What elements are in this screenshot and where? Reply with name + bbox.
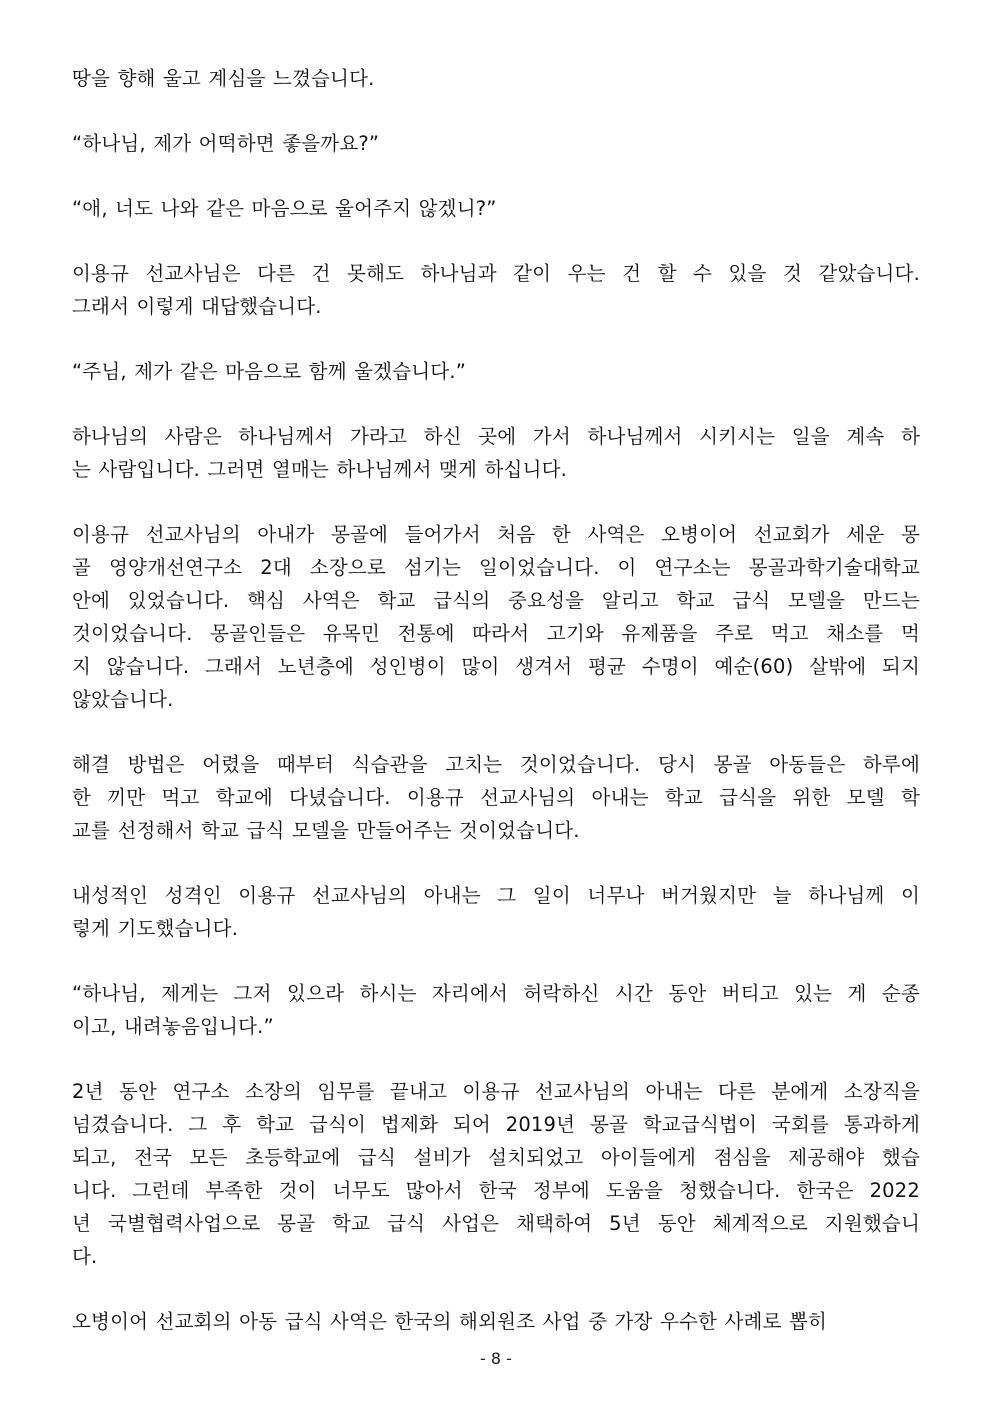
paragraph	[72, 879, 920, 945]
text-line: 니다. 그런데 부족한 것이 너무도 많아서 한국 정부에 도움을 청했습니다. 한국은 2022	[72, 1179, 920, 1202]
paragraph	[72, 192, 920, 225]
text-line: 는 사람입니다. 그러면 열매는 하나님께서 맺게 하십니다.	[72, 458, 568, 481]
text-line: “애, 너도 나와 같은 마음으로 울어주지 않겠니?”	[72, 197, 497, 220]
paragraph	[72, 62, 920, 95]
text-line: 것이었습니다. 몽골인들은 유목민 전통에 따라서 고기와 유제품을 주로 먹고 채소를 먹	[72, 622, 920, 645]
paragraph	[72, 1305, 920, 1338]
text-line: 넘겼습니다. 그 후 학교 급식이 법제화 되어 2019년 몽골 학교급식법이 국회를 통과하게	[72, 1113, 920, 1136]
text-line: 골 영양개선연구소 2대 소장으로 섬기는 일이었습니다. 이 연구소는 몽골과학기술대학교	[72, 556, 920, 579]
paragraph	[72, 355, 920, 388]
text-line: 오병이어 선교회의 아동 급식 사역은 한국의 해외원조 사업 중 가장 우수한 사례로 뽑히	[72, 1310, 828, 1333]
paragraph	[72, 257, 920, 323]
paragraph	[72, 420, 920, 486]
text-line: 렇게 기도했습니다.	[72, 917, 239, 940]
text-line: 그래서 이렇게 대답했습니다.	[72, 295, 322, 318]
text-line: 해결 방법은 어렸을 때부터 식습관을 고치는 것이었습니다. 당시 몽골 아동들은 하루에	[72, 753, 920, 776]
paragraph	[72, 127, 920, 160]
text-line: “주님, 제가 같은 마음으로 함께 울겠습니다.”	[72, 360, 467, 383]
text-line: 땅을 향해 울고 계심을 느꼈습니다.	[72, 67, 375, 90]
text-line: 이용규 선교사님의 아내가 몽골에 들어가서 처음 한 사역은 오병이어 선교회가 세운 몽	[72, 523, 920, 546]
text-line: 한 끼만 먹고 학교에 다녔습니다. 이용규 선교사님의 아내는 학교 급식을 위한 모델 학	[72, 786, 920, 809]
text-line: 다.	[72, 1245, 98, 1268]
text-line: 내성적인 성격인 이용규 선교사님의 아내는 그 일이 너무나 버거웠지만 늘 하나님께 이	[72, 884, 920, 907]
body-text	[72, 62, 920, 1370]
text-line: 지 않습니다. 그래서 노년층에 성인병이 많이 생겨서 평균 수명이 예순(60) 살밖에 되지	[72, 655, 920, 678]
paragraph	[72, 977, 920, 1043]
page-number: - 8 -	[480, 1349, 512, 1368]
text-line: “하나님, 제가 어떡하면 좋을까요?”	[72, 132, 380, 155]
paragraph	[72, 748, 920, 847]
text-line: 않았습니다.	[72, 688, 174, 711]
text-line: 년 국별협력사업으로 몽골 학교 급식 사업은 채택하여 5년 동안 체계적으로 지원했습니	[72, 1212, 920, 1235]
text-line: 되고, 전국 모든 초등학교에 급식 설비가 설치되었고 아이들에게 점심을 제공해야 했습	[72, 1146, 920, 1169]
text-line: 하나님의 사람은 하나님께서 가라고 하신 곳에 가서 하나님께서 시키시는 일을 계속 하	[72, 425, 920, 448]
text-line: 이용규 선교사님은 다른 건 못해도 하나님과 같이 우는 건 할 수 있을 것 같았습니다.	[72, 262, 920, 285]
text-line: 교를 선정해서 학교 급식 모델을 만들어주는 것이었습니다.	[72, 819, 580, 842]
text-line: 이고, 내려놓음입니다.”	[72, 1015, 274, 1038]
paragraph	[72, 518, 920, 716]
paragraph	[72, 1075, 920, 1273]
text-line: 안에 있었습니다. 핵심 사역은 학교 급식의 중요성을 알리고 학교 급식 모델을 만드는	[72, 589, 920, 612]
text-line: “하나님, 제게는 그저 있으라 하시는 자리에서 허락하신 시간 동안 버티고 있는 게 순종	[72, 982, 920, 1005]
text-line: 2년 동안 연구소 소장의 임무를 끝내고 이용규 선교사님의 아내는 다른 분에게 소장직을	[72, 1080, 920, 1103]
